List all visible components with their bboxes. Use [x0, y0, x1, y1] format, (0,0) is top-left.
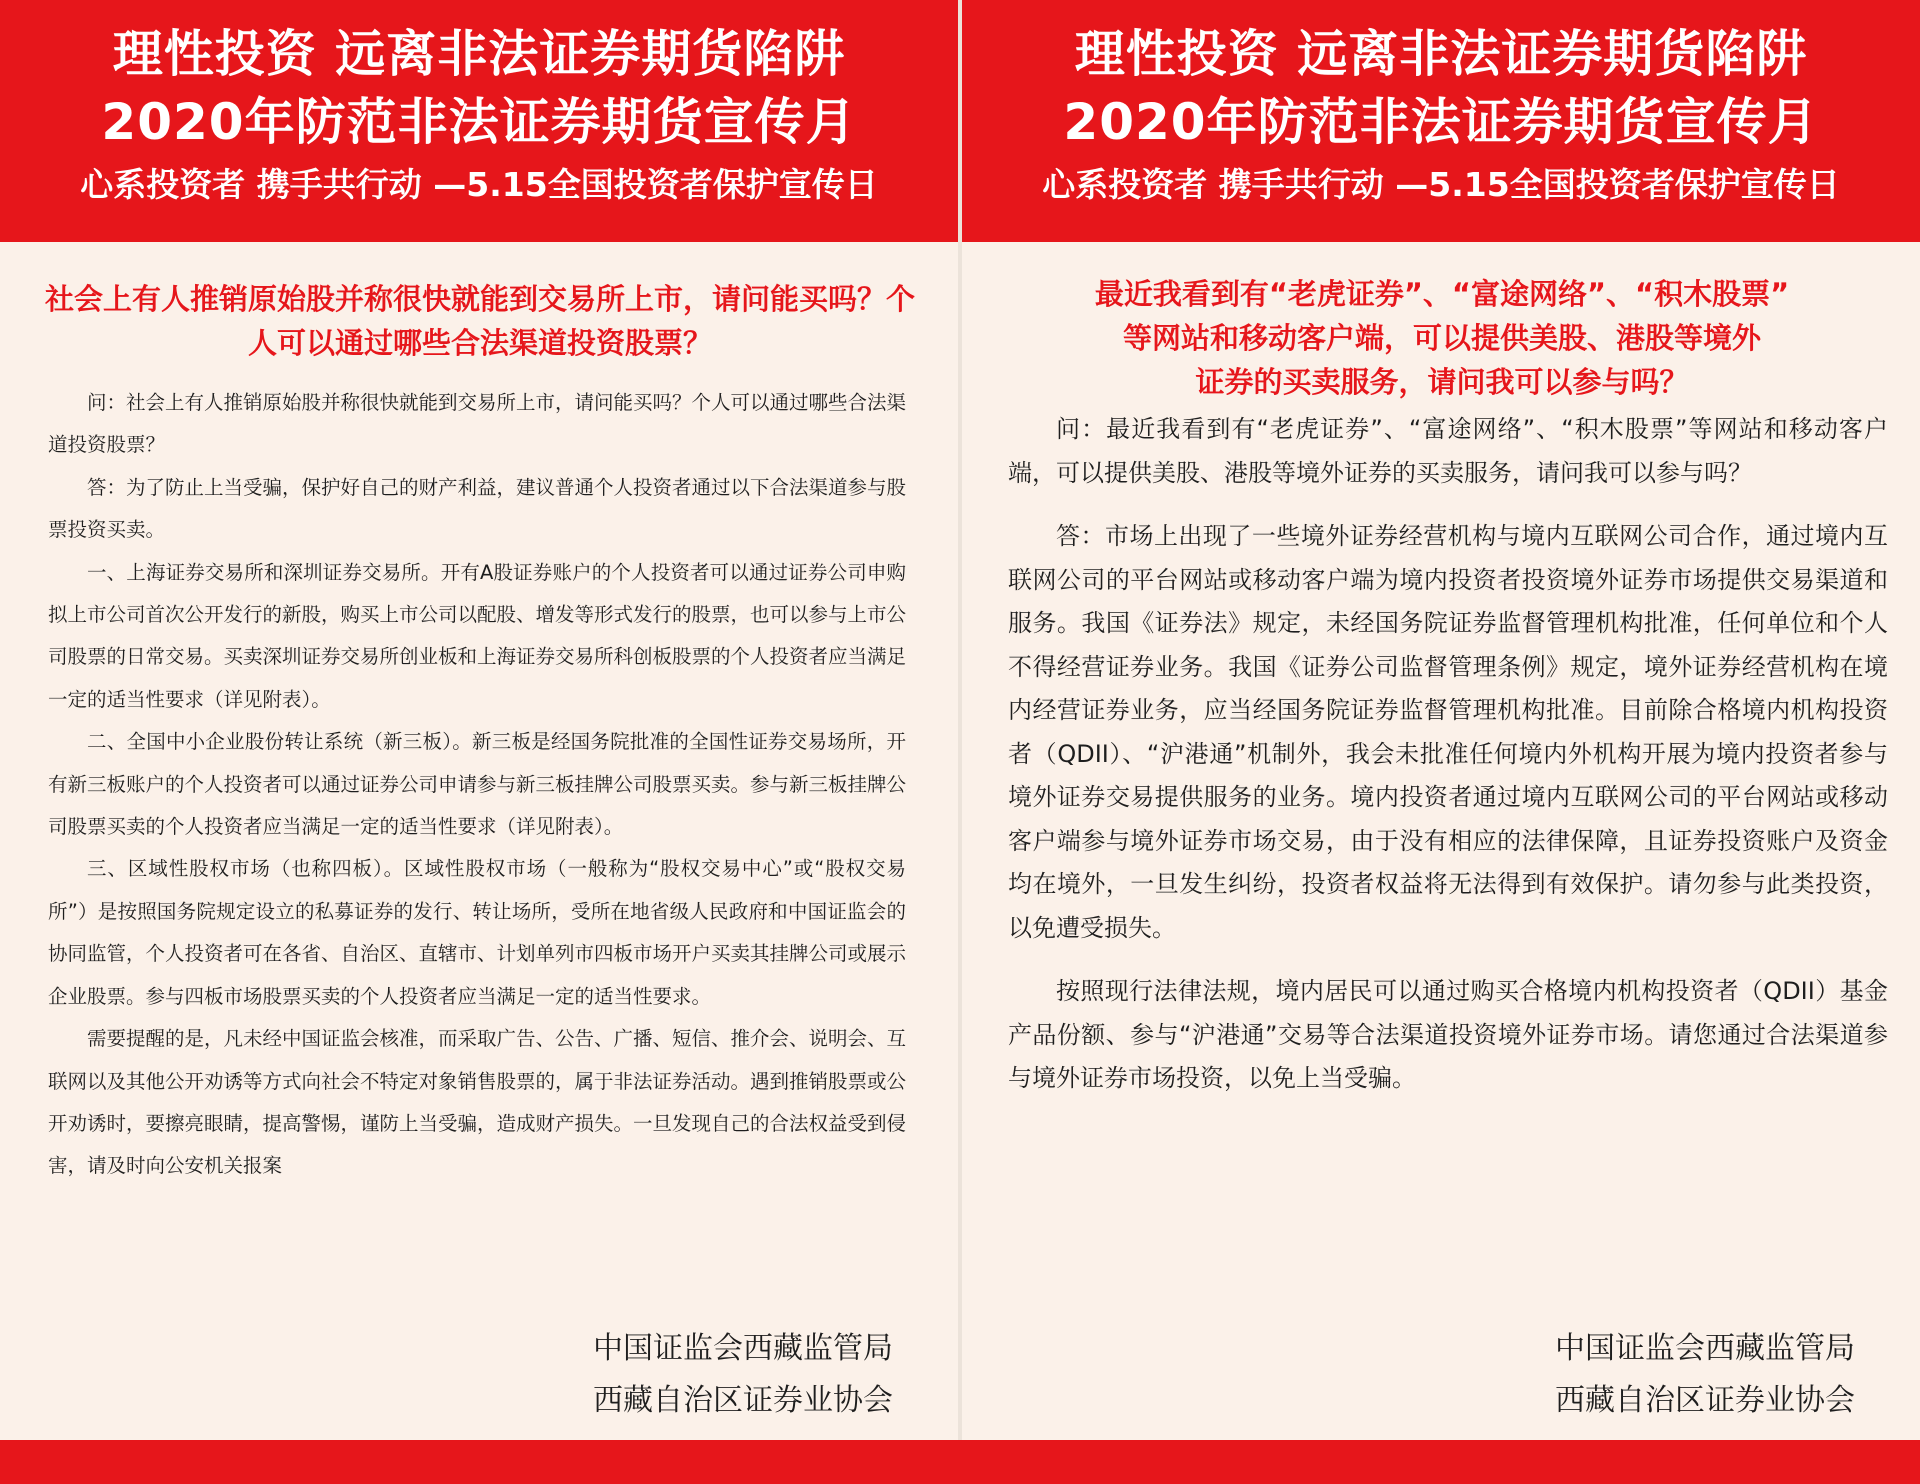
right-title-line3: 证券的买卖服务，请问我可以参与吗？	[1195, 365, 1689, 399]
left-paragraph: 一、上海证券交易所和深圳证券交易所。开有A股证券账户的个人投资者可以通过证券公司申购拟上市公司首次公开发行的新股，购买上市公司以配股、增发等形式发行的股票，也可以参与上市公司股票的日常交易。买卖深圳证券交易所创业板和上海证券交易所科创板股票的个人投资者应当满足一定的适当性要求（详见附表）。	[48, 560, 907, 711]
right-signature-line2: 西藏自治区证券业协会	[1555, 1383, 1855, 1418]
left-panel	[0, 0, 958, 1484]
left-signature-line2: 西藏自治区证券业协会	[593, 1383, 893, 1418]
left-header-line2: 2020年防范非法证券期货宣传月	[101, 93, 857, 151]
left-paragraph: 三、区域性股权市场（也称四板）。区域性股权市场（一般称为“股权交易中心”或“股权交易所”）是按照国务院规定设立的私募证券的发行、转让场所，受所在地省级人民政府和中国证监会的协同监管，个人投资者可在各省、自治区、直辖市、计划单列市四板市场开户买卖其挂牌公司或展示企业股票。参与四板市场股票买卖的个人投资者应当满足一定的适当性要求。	[48, 857, 907, 1008]
right-paragraph: 答：市场上出现了一些境外证券经营机构与境内互联网公司合作，通过境内互联网公司的平台网站或移动客户端为境内投资者投资境外证券市场提供交易渠道和服务。我国《证券法》规定，未经国务院证券监督管理机构批准，任何单位和个人不得经营证券业务。我国《证券公司监督管理条例》规定，境外证券经营机构在境内经营证券业务，应当经国务院证券监督管理机构批准。目前除合格境内机构投资者（QDII）、“沪港通”机制外，我会未批准任何境内外机构开展为境内投资者参与境外证券交易提供服务的业务。境内投资者通过境内互联网公司的平台网站或移动客户端参与境外证券市场交易，由于没有相应的法律保障，且证券投资账户及资金均在境外，一旦发生纠纷，投资者权益将无法得到有效保护。请勿参与此类投资，以免遭受损失。	[1008, 522, 1888, 942]
right-title-line1: 最近我看到有“老虎证券”、“富途网络”、“积木股票”	[1094, 277, 1790, 311]
left-question-title: 社会上有人推销原始股并称很快就能到交易所上市，请问能买吗？个人可以通过哪些合法渠道投资股票？	[44, 282, 915, 360]
left-signature-line1: 中国证监会西藏监管局	[593, 1331, 893, 1366]
right-body-text	[1008, 408, 1888, 1101]
right-panel	[962, 0, 1920, 1484]
left-body-text	[48, 382, 906, 1188]
right-header-line1: 理性投资 远离非法证券期货陷阱	[1074, 25, 1808, 83]
right-header-banner	[962, 0, 1920, 242]
right-signature-line1: 中国证监会西藏监管局	[1555, 1331, 1855, 1366]
left-paragraph: 问：社会上有人推销原始股并称很快就能到交易所上市，请问能买吗？个人可以通过哪些合法渠道投资股票？	[48, 391, 907, 457]
right-paragraph: 问：最近我看到有“老虎证券”、“富途网络”、“积木股票”等网站和移动客户端，可以提供美股、港股等境外证券的买卖服务，请问我可以参与吗？	[1008, 415, 1888, 487]
footer-red-bar	[0, 1440, 1920, 1484]
right-signature	[1555, 1323, 1855, 1427]
left-header-line1: 理性投资 远离非法证券期货陷阱	[112, 25, 846, 83]
right-header-line2: 2020年防范非法证券期货宣传月	[1063, 93, 1819, 151]
right-header-line3: 心系投资者 携手共行动 —5.15全国投资者保护宣传日	[1042, 165, 1840, 204]
right-title-line2: 等网站和移动客户端，可以提供美股、港股等境外	[1122, 321, 1761, 355]
right-question-title	[982, 272, 1902, 404]
left-paragraph: 二、全国中小企业股份转让系统（新三板）。新三板是经国务院批准的全国性证券交易场所，开有新三板账户的个人投资者可以通过证券公司申请参与新三板挂牌公司股票买卖。参与新三板挂牌公司股票买卖的个人投资者应当满足一定的适当性要求（详见附表）。	[48, 730, 907, 839]
left-signature	[593, 1323, 893, 1427]
left-header-banner	[0, 0, 958, 242]
left-paragraph: 需要提醒的是，凡未经中国证监会核准，而采取广告、公告、广播、短信、推介会、说明会、互联网以及其他公开劝诱等方式向社会不特定对象销售股票的，属于非法证券活动。遇到推销股票或公开劝诱时，要擦亮眼睛，提高警惕，谨防上当受骗，造成财产损失。一旦发现自己的合法权益受到侵害，请及时向公安机关报案	[48, 1027, 907, 1178]
left-header-line3: 心系投资者 携手共行动 —5.15全国投资者保护宣传日	[80, 165, 878, 204]
right-paragraph: 按照现行法律法规，境内居民可以通过购买合格境内机构投资者（QDII）基金产品份额、参与“沪港通”交易等合法渠道投资境外证券市场。请您通过合法渠道参与境外证券市场投资，以免上当受骗。	[1008, 977, 1888, 1092]
left-paragraph: 答：为了防止上当受骗，保护好自己的财产利益，建议普通个人投资者通过以下合法渠道参与股票投资买卖。	[48, 475, 907, 542]
